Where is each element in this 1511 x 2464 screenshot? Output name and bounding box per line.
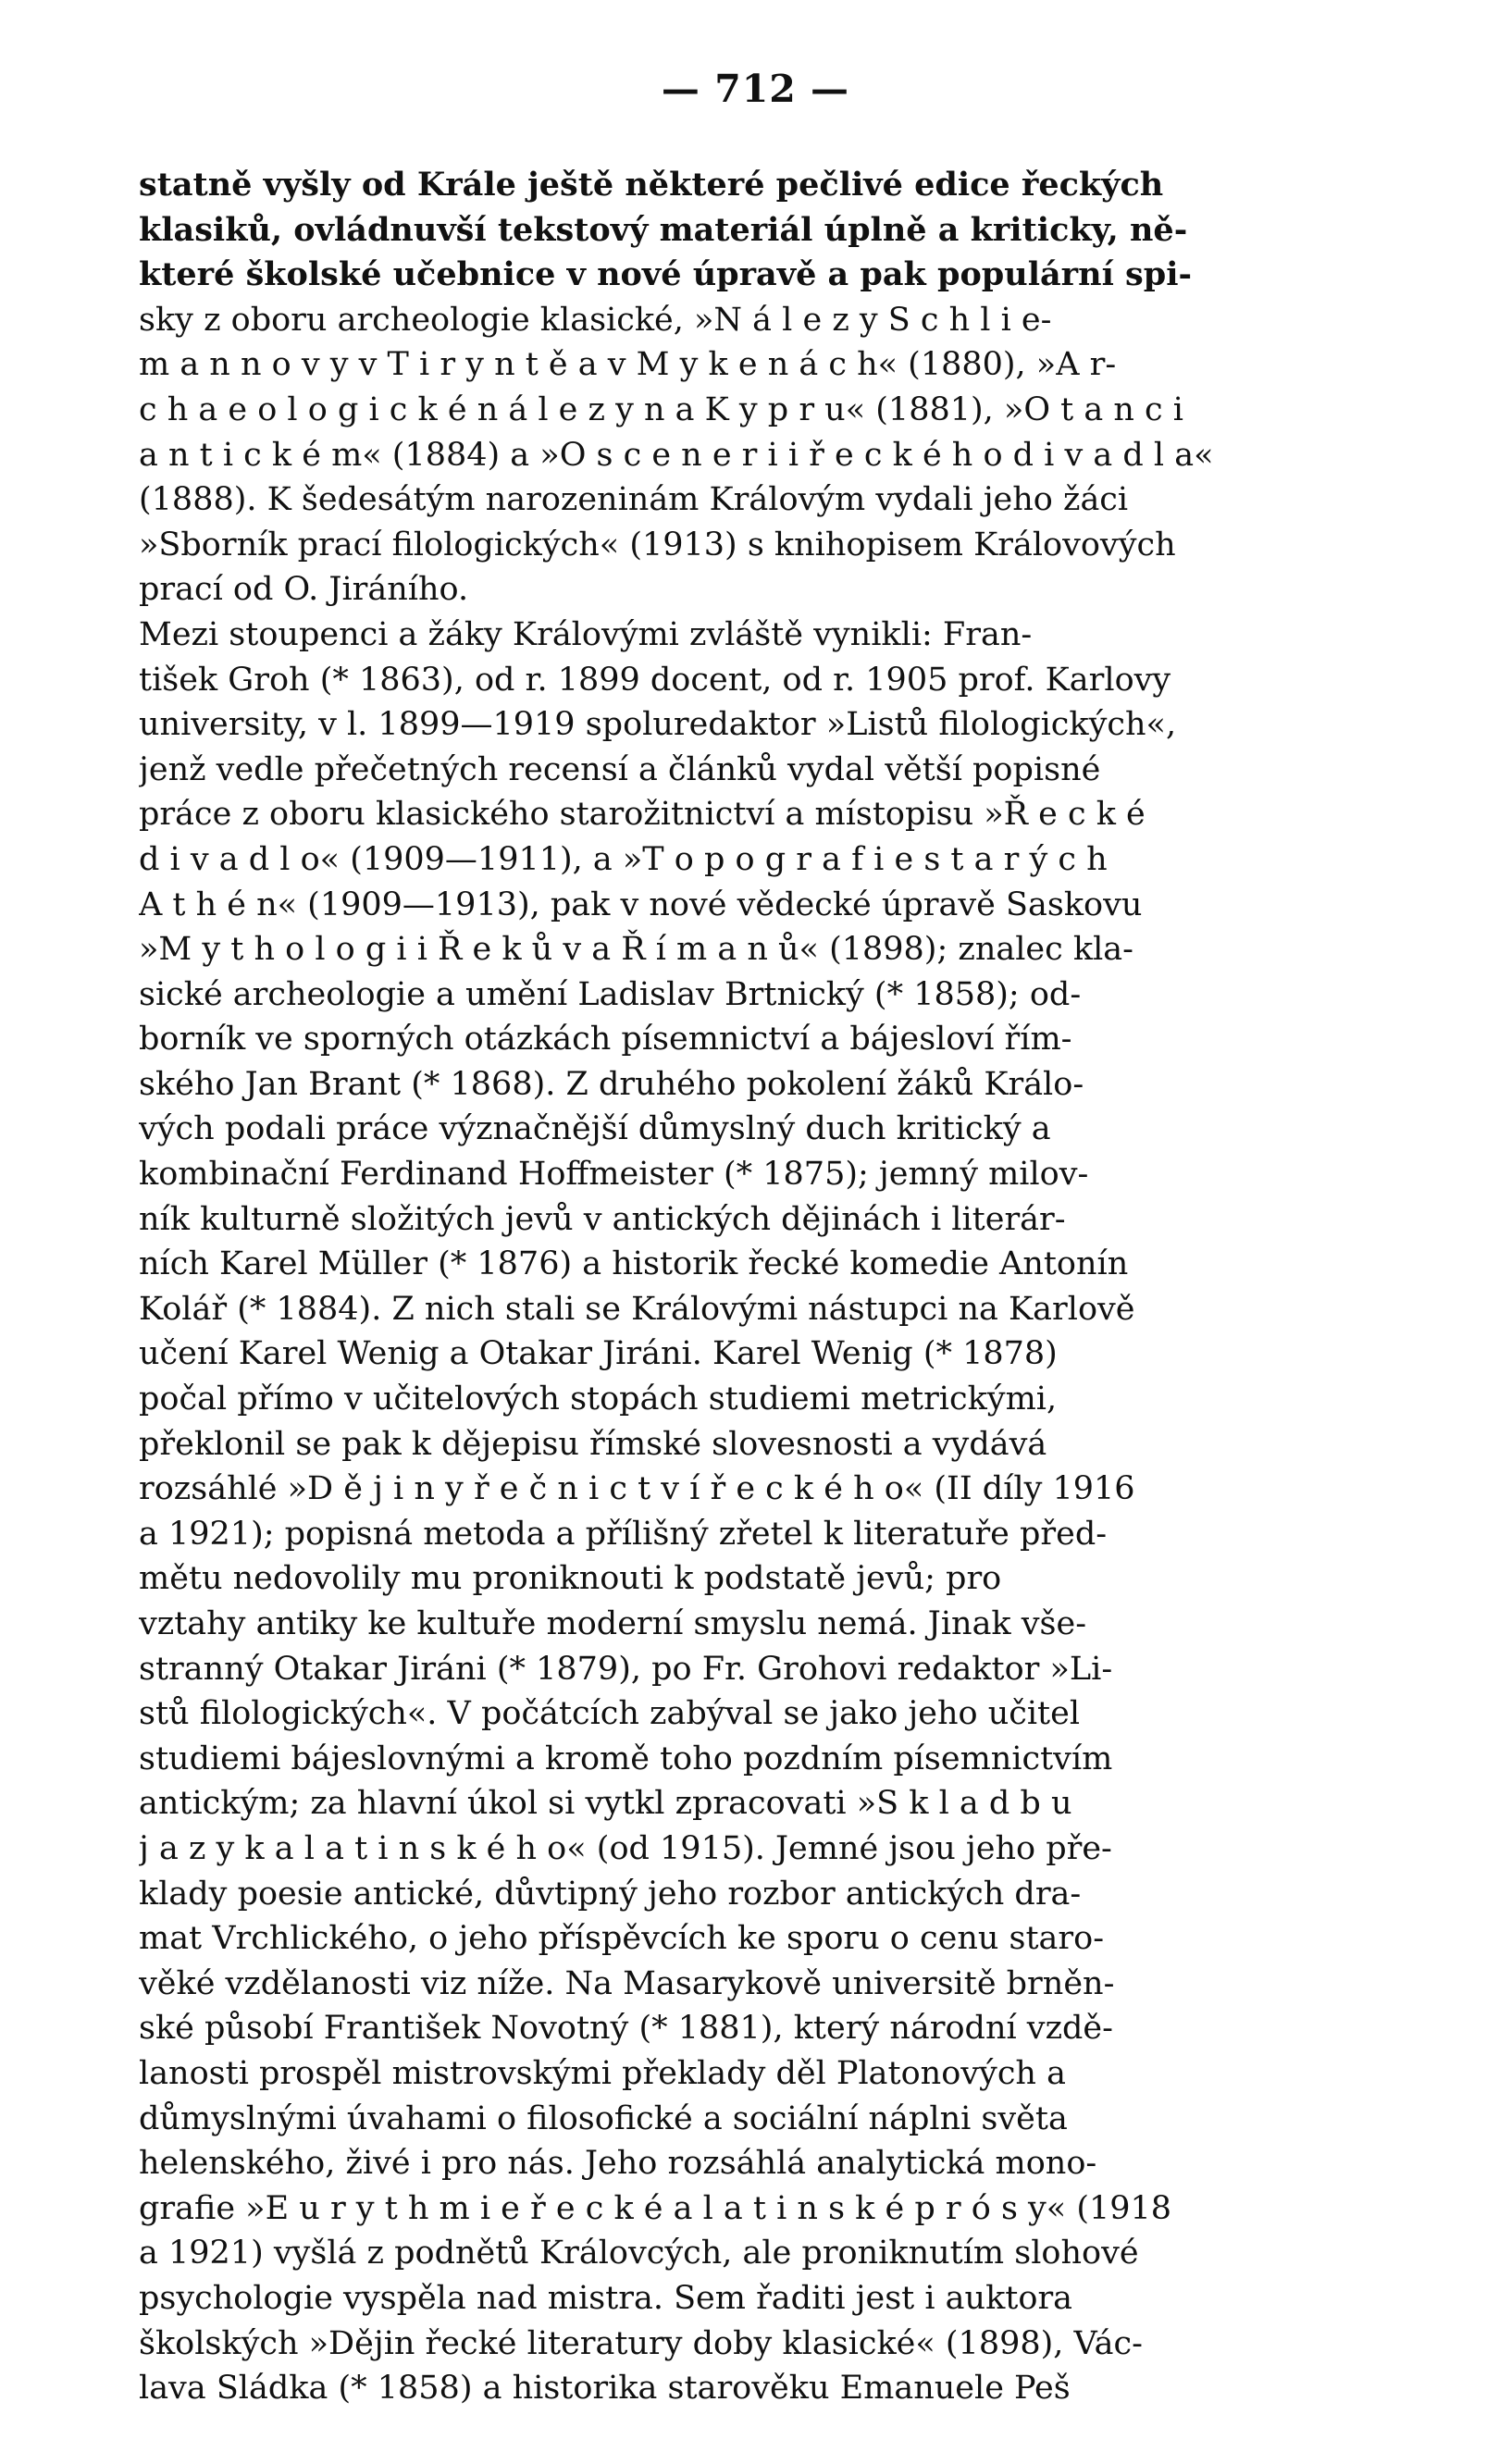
text-line: Kolář (* 1884). Z nich stali se Královými nástupci na Karlově	[139, 1290, 1135, 1328]
text-line: učení Karel Wenig a Otakar Jiráni. Karel Wenig (* 1878)	[139, 1335, 1058, 1373]
text-line: které školské učebnice v nové úpravě a pak populární spi-	[139, 255, 1193, 294]
text-line: ník kulturně složitých jevů v antických dějinách i literár-	[139, 1200, 1066, 1238]
text-line: jenž vedle přečetných recensí a článků vydal větší popisné	[139, 750, 1101, 788]
text-line: klasiků, ovládnuvší tekstový materiál úplně a kriticky, ně-	[139, 210, 1188, 249]
text-line: antickým; za hlavní úkol si vytkl zpracovati »S k l a d b u	[139, 1785, 1072, 1823]
text-line: »M y t h o l o g i i Ř e k ů v a Ř í m a n ů« (1898); znalec kla-	[139, 931, 1133, 969]
text-line: psychologie vyspěla nad mistra. Sem řaditi jest i auktora	[139, 2279, 1073, 2317]
text-line: Mezi stoupenci a žáky Královými zvláště vynikli: Fran-	[139, 615, 1033, 653]
text-line: lava Sládka (* 1858) a historika starověku Emanuele Peš	[139, 2370, 1071, 2408]
text-line: m a n n o v y v T i r y n t ě a v M y k e n á c h« (1880), »A r-	[139, 346, 1117, 384]
text-line: j a z y k a l a t i n s k é h o« (od 1915). Jemné jsou jeho pře-	[139, 1829, 1112, 1867]
text-line: prací od O. Jiráního.	[139, 571, 469, 609]
text-line: kombinační Ferdinand Hoffmeister (* 1875); jemný milov-	[139, 1156, 1089, 1194]
text-line: A t h é n« (1909—1913), pak v nové vědecké úpravě Saskovu	[139, 885, 1143, 923]
text-line: borník ve sporných otázkách písemnictví a bájesloví řím-	[139, 1021, 1072, 1059]
text-line: helenského, živé i pro nás. Jeho rozsáhlá analytická mono-	[139, 2145, 1097, 2183]
text-line: věké vzdělanosti viz níže. Na Masarykově universitě brněn-	[139, 1964, 1115, 2002]
text-line: ních Karel Müller (* 1876) a historik řecké komedie Antonín	[139, 1245, 1129, 1283]
text-line: studiemi bájeslovnými a kromě toho pozdním písemnictvím	[139, 1740, 1113, 1777]
text-line: university, v l. 1899—1919 spoluredaktor »Listů filologických«,	[139, 706, 1177, 744]
text-line: tišek Groh (* 1863), od r. 1899 docent, od r. 1905 prof. Karlovy	[139, 661, 1171, 699]
text-line: stů filologických«. V počátcích zabýval se jako jeho učitel	[139, 1695, 1081, 1733]
text-line: důmyslnými úvahami o filosofické a sociální náplni světa	[139, 2099, 1068, 2137]
text-line: lanosti prospěl mistrovskými překlady děl Platonových a	[139, 2054, 1066, 2092]
text-line: počal přímo v učitelových stopách studiemi metrickými,	[139, 1381, 1058, 1418]
text-line: práce z oboru klasického starožitnictví a místopisu »Ř e c k é	[139, 796, 1146, 834]
text-line: vých podali práce význačnější důmyslný duch kritický a	[139, 1110, 1051, 1148]
text-line: a 1921); popisná metoda a přílišný zřetel k literatuře před-	[139, 1515, 1108, 1553]
text-line: d i v a d l o« (1909—1911), a »T o p o g r a f i e s t a r ý c h	[139, 840, 1108, 878]
text-line: a n t i c k é m« (1884) a »O s c e n e r i i ř e c k é h o d i v a d l a«	[139, 436, 1214, 474]
body-text	[139, 163, 1388, 2411]
text-line: statně vyšly od Krále ještě některé pečlivé edice řeckých	[139, 166, 1164, 204]
text-line: grafie »E u r y t h m i e ř e c k é a l a t i n s k é p r ó s y« (1918	[139, 2189, 1172, 2227]
page-number: — 712 —	[661, 67, 850, 111]
text-line: rozsáhlé »D ě j i n y ř e č n i c t v í ř e c k é h o« (II díly 1916	[139, 1470, 1135, 1508]
text-line: školských »Dějin řecké literatury doby klasické« (1898), Vác-	[139, 2324, 1143, 2362]
text-line: překlonil se pak k dějepisu římské slovesnosti a vydává	[139, 1425, 1047, 1463]
text-line: mat Vrchlického, o jeho příspěvcích ke sporu o cenu staro-	[139, 1920, 1105, 1958]
text-line: sické archeologie a umění Ladislav Brtnický (* 1858); od-	[139, 975, 1082, 1013]
text-line: a 1921) vyšlá z podnětů Královcých, ale proniknutím slohové	[139, 2235, 1139, 2272]
text-line: mětu nedovolily mu proniknouti k podstatě jevů; pro	[139, 1560, 1002, 1598]
text-line: »Sborník prací filologických« (1913) s knihopisem Královových	[139, 526, 1176, 563]
text-line: (1888). K šedesátým narozeninám Královým vydali jeho žáci	[139, 481, 1129, 519]
text-line: klady poesie antické, důvtipný jeho rozbor antických dra-	[139, 1875, 1082, 1913]
text-line: vztahy antiky ke kultuře moderní smyslu nemá. Jinak vše-	[139, 1605, 1087, 1642]
text-line: sky z oboru archeologie klasické, »N á l e z y S c h l i e-	[139, 301, 1052, 339]
text-line: c h a e o l o g i c k é n á l e z y n a K y p r u« (1881), »O t a n c i	[139, 390, 1183, 428]
text-line: ské působí František Novotný (* 1881), který národní vzdě-	[139, 2010, 1113, 2048]
text-line: stranný Otakar Jiráni (* 1879), po Fr. Grohovi redaktor »Li-	[139, 1650, 1113, 1688]
text-line: ského Jan Brant (* 1868). Z druhého pokolení žáků Králo-	[139, 1065, 1084, 1103]
